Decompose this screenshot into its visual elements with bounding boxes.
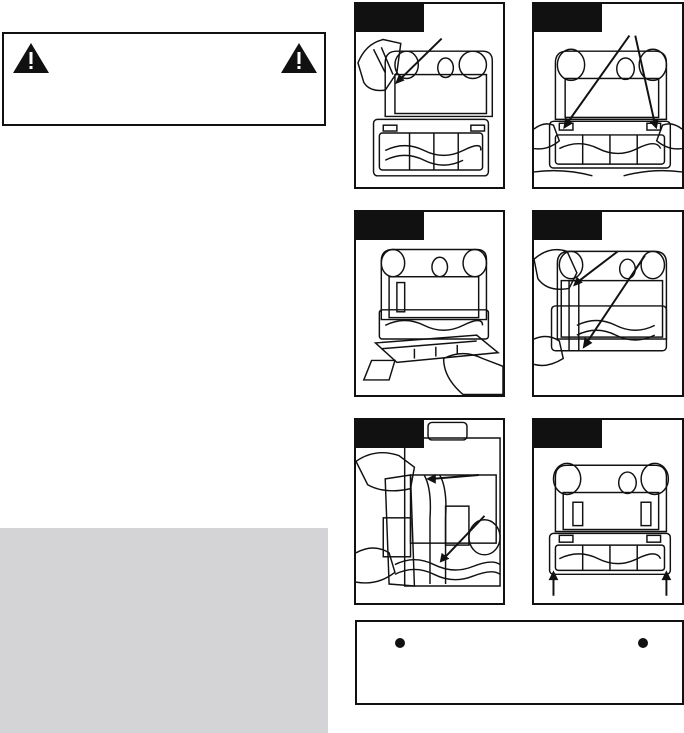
step-4-panel — [532, 210, 684, 397]
warning-box — [2, 32, 326, 126]
step-1-panel — [354, 2, 505, 189]
bullet-icon — [395, 638, 405, 648]
step-6-tab — [534, 420, 602, 448]
note-box — [355, 620, 684, 705]
step-2-panel — [532, 2, 684, 189]
step-6-panel — [532, 418, 684, 605]
warning-triangle-icon — [12, 42, 50, 74]
bullet-icon — [638, 638, 648, 648]
step-3-panel — [354, 210, 505, 397]
grey-note-panel — [0, 528, 328, 733]
warning-triangle-icon — [280, 42, 318, 74]
step-4-tab — [534, 212, 602, 240]
step-1-tab — [356, 4, 424, 32]
step-3-tab — [356, 212, 424, 240]
step-2-tab — [534, 4, 602, 32]
step-5-tab — [356, 420, 424, 448]
step-5-panel — [354, 418, 505, 605]
